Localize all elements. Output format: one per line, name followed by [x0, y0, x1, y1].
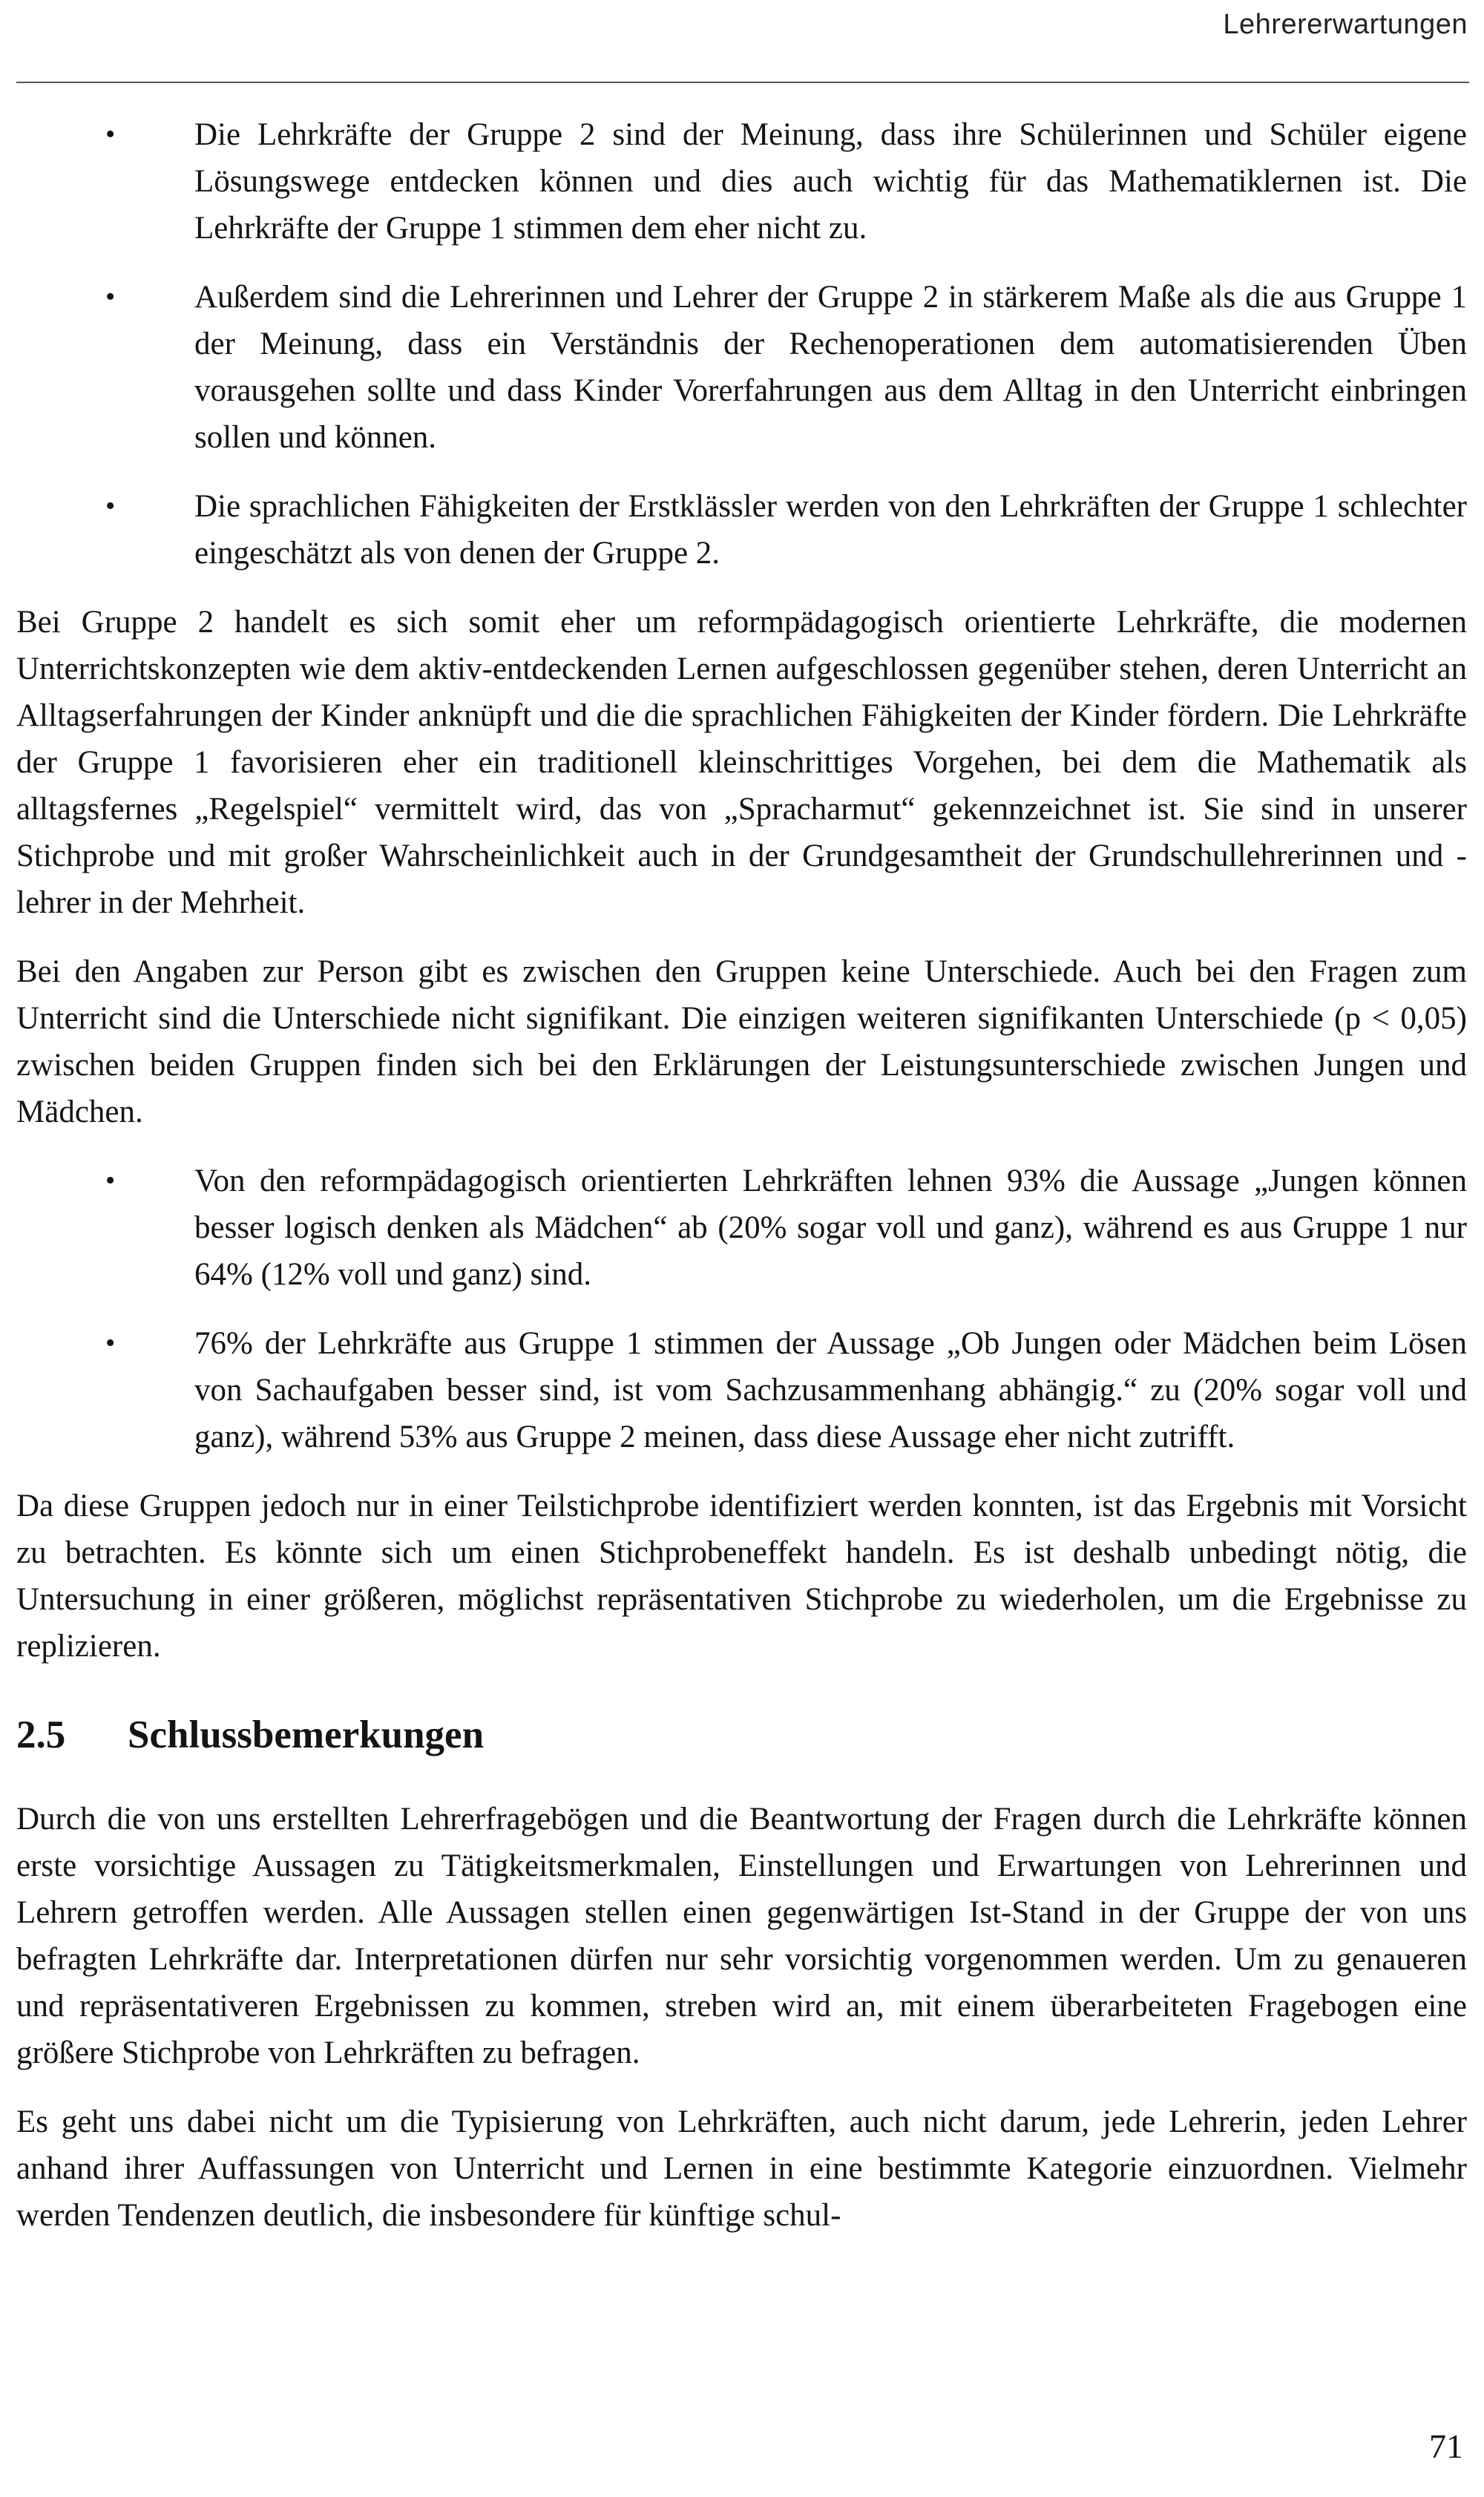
list-item-text: Die sprachlichen Fähigkeiten der Erstklässler werden von den Lehrkräften der Gruppe 1 schlechter eingeschätzt als von denen der Gruppe 2. [194, 489, 1467, 571]
bullet-icon: • [105, 119, 116, 150]
running-header: Lehrererwartungen [1223, 9, 1468, 40]
list-item [16, 1320, 1467, 1460]
bullet-icon: • [105, 1165, 116, 1196]
list-item [16, 274, 1467, 461]
section-title: Schlussbemerkungen [128, 1713, 485, 1756]
list-item [16, 111, 1467, 252]
header-rule [16, 82, 1469, 83]
section-heading [16, 1713, 1467, 1757]
paragraph: Es geht uns dabei nicht um die Typisierung von Lehrkräften, auch nicht darum, jede Lehrerin, jeden Lehrer anhand ihrer Auffassungen von Unterricht und Lernen in eine bestimmte Kategorie einzuordnen. Vielmehr werden Tendenzen deutlich, die insbesondere für künftige schul- [16, 2104, 1467, 2233]
paragraph: Bei den Angaben zur Person gibt es zwischen den Gruppen keine Unterschiede. Auch bei den Fragen zum Unterricht sind die Unterschiede nicht signifikant. Die einzigen weiteren signifikanten Unterschiede (p < 0,05) zwischen beiden Gruppen finden sich bei den Erklärungen der Leistungsunterschiede zwischen Jungen und Mädchen. [16, 954, 1467, 1129]
paragraph: Durch die von uns erstellten Lehrerfragebögen und die Beantwortung der Fragen durch die Lehrkräfte können erste vorsichtige Aussagen zu Tätigkeitsmerkmalen, Einstellungen und Erwartungen von Lehrerinnen und Lehrern getroffen werden. Alle Aussagen stellen einen gegenwärtigen Ist-Stand in der Gruppe der von uns befragten Lehrkräfte dar. Interpretationen dürfen nur sehr vorsichtig vorgenommen werden. Um zu genaueren und repräsentativeren Ergebnissen zu kommen, streben wird an, mit einem überarbeiteten Fragebogen eine größere Stichprobe von Lehrkräften zu befragen. [16, 1802, 1467, 2070]
list-item [16, 483, 1467, 577]
paragraph: Bei Gruppe 2 handelt es sich somit eher um reformpädagogisch orientierte Lehrkräfte, die modernen Unterrichtskonzepten wie dem aktiv-entdeckenden Lernen aufgeschlossen gegenüber stehen, deren Unterricht an Alltagserfahrungen der Kinder anknüpft und die die sprachlichen Fähigkeiten der Kinder fördern. Die Lehrkräfte der Gruppe 1 favorisieren eher ein traditionell kleinschrittiges Vorgehen, bei dem die Mathematik als alltagsfernes „Regelspiel“ vermittelt wird, das von „Spracharmut“ gekennzeichnet ist. Sie sind in unserer Stichprobe und mit großer Wahrscheinlichkeit auch in der Grundgesamtheit der Grundschullehrerinnen und -lehrer in der Mehrheit. [16, 605, 1467, 920]
page-number: 71 [1429, 2427, 1463, 2465]
bullet-list-group-comparison [16, 111, 1467, 577]
list-item-text: Außerdem sind die Lehrerinnen und Lehrer der Gruppe 2 in stärkerem Maße als die aus Gruppe 1 der Meinung, dass ein Verständnis der Rechenoperationen dem automatisierenden Üben vorausgehen sollte und dass Kinder Vorerfahrungen aus dem Alltag in den Unterricht einbringen sollen und können. [194, 280, 1467, 455]
bullet-icon: • [105, 1328, 116, 1359]
list-item-text: Von den reformpädagogisch orientierten Lehrkräften lehnen 93% die Aussage „Jungen können besser logisch denken als Mädchen“ ab (20% sogar voll und ganz), während es aus Gruppe 1 nur 64% (12% voll und ganz) sind. [194, 1164, 1467, 1292]
list-item-text: Die Lehrkräfte der Gruppe 2 sind der Meinung, dass ihre Schülerinnen und Schüler eigene Lösungswege entdecken können und dies auch wichtig für das Mathematiklernen ist. Die Lehrkräfte der Gruppe 1 stimmen dem eher nicht zu. [194, 117, 1467, 246]
list-item [16, 1158, 1467, 1298]
bullet-icon: • [105, 281, 116, 312]
paragraph: Da diese Gruppen jedoch nur in einer Teilstichprobe identifiziert werden konnten, ist das Ergebnis mit Vorsicht zu betrachten. Es könnte sich um einen Stichprobeneffekt handeln. Es ist deshalb unbedingt nötig, die Untersuchung in einer größeren, möglichst repräsentativen Stichprobe zu wiederholen, um die Ergebnisse zu replizieren. [16, 1489, 1467, 1664]
bullet-list-gender-findings [16, 1158, 1467, 1460]
section-number: 2.5 [16, 1713, 66, 1756]
page-content [16, 111, 1467, 2261]
list-item-text: 76% der Lehrkräfte aus Gruppe 1 stimmen der Aussage „Ob Jungen oder Mädchen beim Lösen von Sachaufgaben besser sind, ist vom Sachzusammenhang abhängig.“ zu (20% sogar voll und ganz), während 53% aus Gruppe 2 meinen, dass diese Aussage eher nicht zutrifft. [194, 1326, 1467, 1454]
bullet-icon: • [105, 490, 116, 522]
